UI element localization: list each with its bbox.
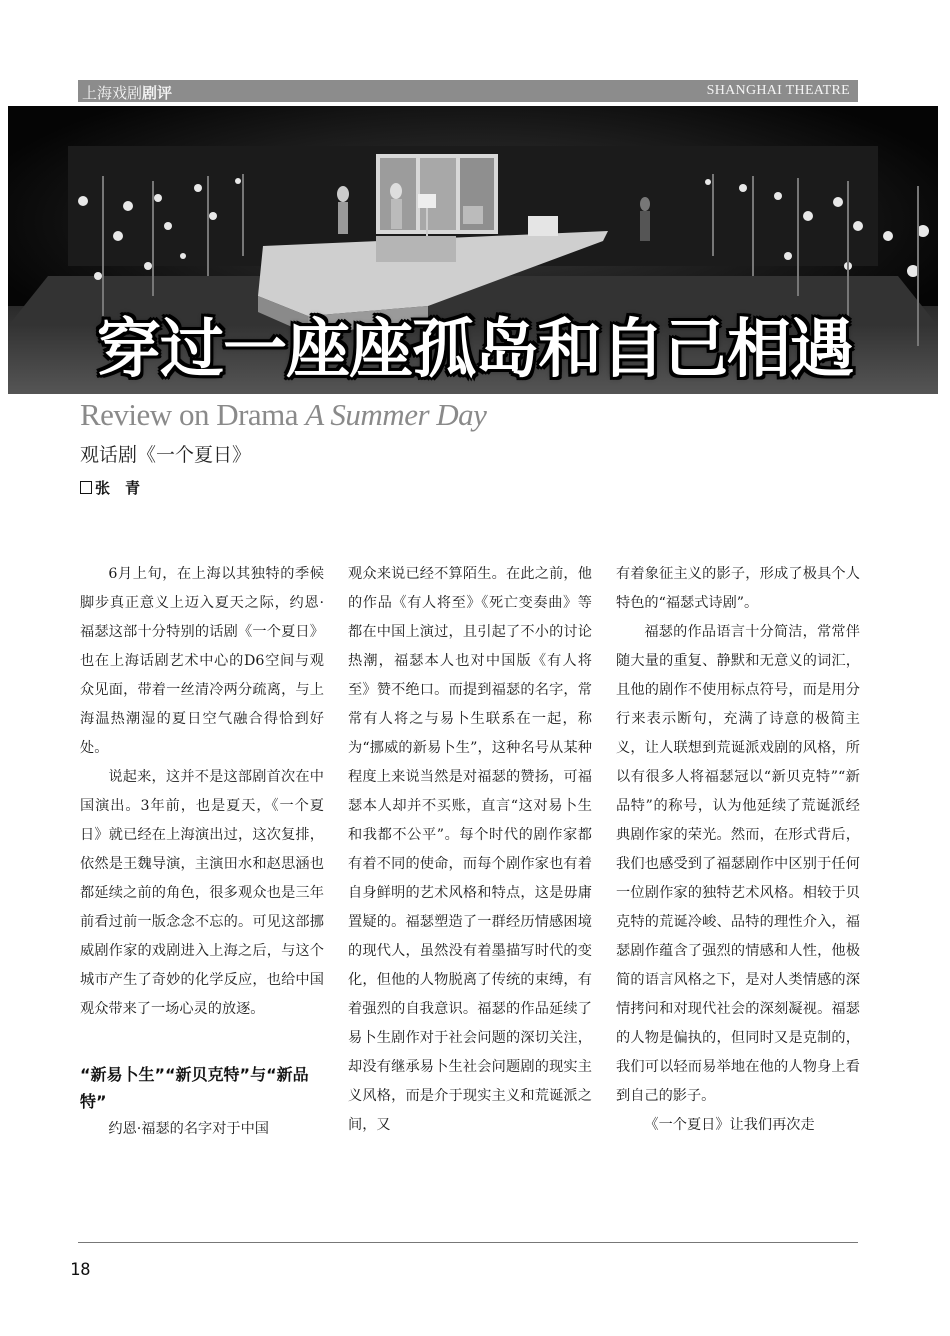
body-column-2 xyxy=(348,560,592,1140)
page-number: 18 xyxy=(70,1260,91,1280)
article-subtitle: 观话剧《一个夏日》 xyxy=(80,444,252,466)
section-heading: “新易卜生”“新贝克特”与“新品特” xyxy=(80,1065,309,1111)
paragraph: 福瑟的作品语言十分简洁，常常伴随大量的重复、静默和无意义的词汇，且他的剧作不使用标点符号，而是用分行来表示断句，充满了诗意的极简主义，让人联想到荒诞派戏剧的风格，所以有很多人将福瑟冠以“新贝克特”“新品特”的称号，认为他延续了荒诞派经典剧作家的荣光。然而，在形式背后，我们也感受到了福瑟剧作中区别于任何一位剧作家的独特艺术风格。相较于贝克特的荒诞冷峻、品特的理性介入，福瑟剧作蕴含了强烈的情感和人性，他极简的语言风格之下，是对人类情感的深情拷问和对现代社会的深刻凝视。福瑟的人物是偏执的，但同时又是克制的，我们可以轻而易举地在他的人物身上看到自己的影子。 xyxy=(616,624,860,1104)
header-magazine-name: SHANGHAI THEATRE xyxy=(706,83,850,98)
article-headline: 穿过一座座孤岛和自己相遇 xyxy=(97,313,853,387)
paragraph: 观众来说已经不算陌生。在此之前，他的作品《有人将至》《死亡变奏曲》等都在中国上演过，且引起了不小的讨论热潮，福瑟本人也对中国版《有人将至》赞不绝口。而提到福瑟的名字，常常有人将之与易卜生联系在一起，称为“挪威的新易卜生”，这种名号从某种程度上来说当然是对福瑟的赞扬，可福瑟本人却并不买账，直言“这对易卜生和我都不公平”。每个时代的剧作家都有着不同的使命，而每个剧作家也有着自身鲜明的艺术风格和特点，这是毋庸置疑的。福瑟塑造了一群经历情感困境的现代人，虽然没有着墨描写时代的变化，但他的人物脱离了传统的束缚，有着强烈的自我意识。福瑟的作品延续了易卜生剧作对于社会问题的深切关注，却没有继承易卜生社会问题剧的现实主义风格，而是介于现实主义和荒诞派之间，又 xyxy=(348,566,592,1133)
footer-divider xyxy=(78,1242,858,1243)
body-column-1 xyxy=(80,560,324,1144)
body-column-3 xyxy=(616,560,860,1140)
paragraph: 《一个夏日》让我们再次走 xyxy=(644,1117,815,1133)
paragraph: 约恩·福瑟的名字对于中国 xyxy=(108,1121,269,1137)
paragraph: 6月上旬，在上海以其独特的季候脚步真正意义上迈入夏天之际，约恩·福瑟这部十分特别的话剧《一个夏日》也在上海话剧艺术中心的D6空间与观众见面，带着一丝清冷两分疏离，与上海温热潮湿的夏日空气融合得恰到好处。 xyxy=(80,566,324,756)
review-line: Review on Drama A Summer Day xyxy=(80,397,487,432)
paragraph: 有着象征主义的影子，形成了极具个人特色的“福瑟式诗剧”。 xyxy=(616,566,860,611)
header-section: 上海戏剧剧评 xyxy=(82,86,173,102)
author-byline: 张 青 xyxy=(80,477,140,498)
running-header xyxy=(78,80,858,102)
byline-box-icon xyxy=(80,481,92,494)
paragraph: 说起来，这并不是这部剧首次在中国演出。3年前，也是夏天，《一个夏日》就已经在上海演出过，这次复排，依然是王魏导演，主演田水和赵思涵也都延续之前的角色，很多观众也是三年前看过前一版念念不忘的。可见这部挪威剧作家的戏剧进入上海之后，与这个城市产生了奇妙的化学反应，也给中国观众带来了一场心灵的放逐。 xyxy=(80,769,324,1017)
